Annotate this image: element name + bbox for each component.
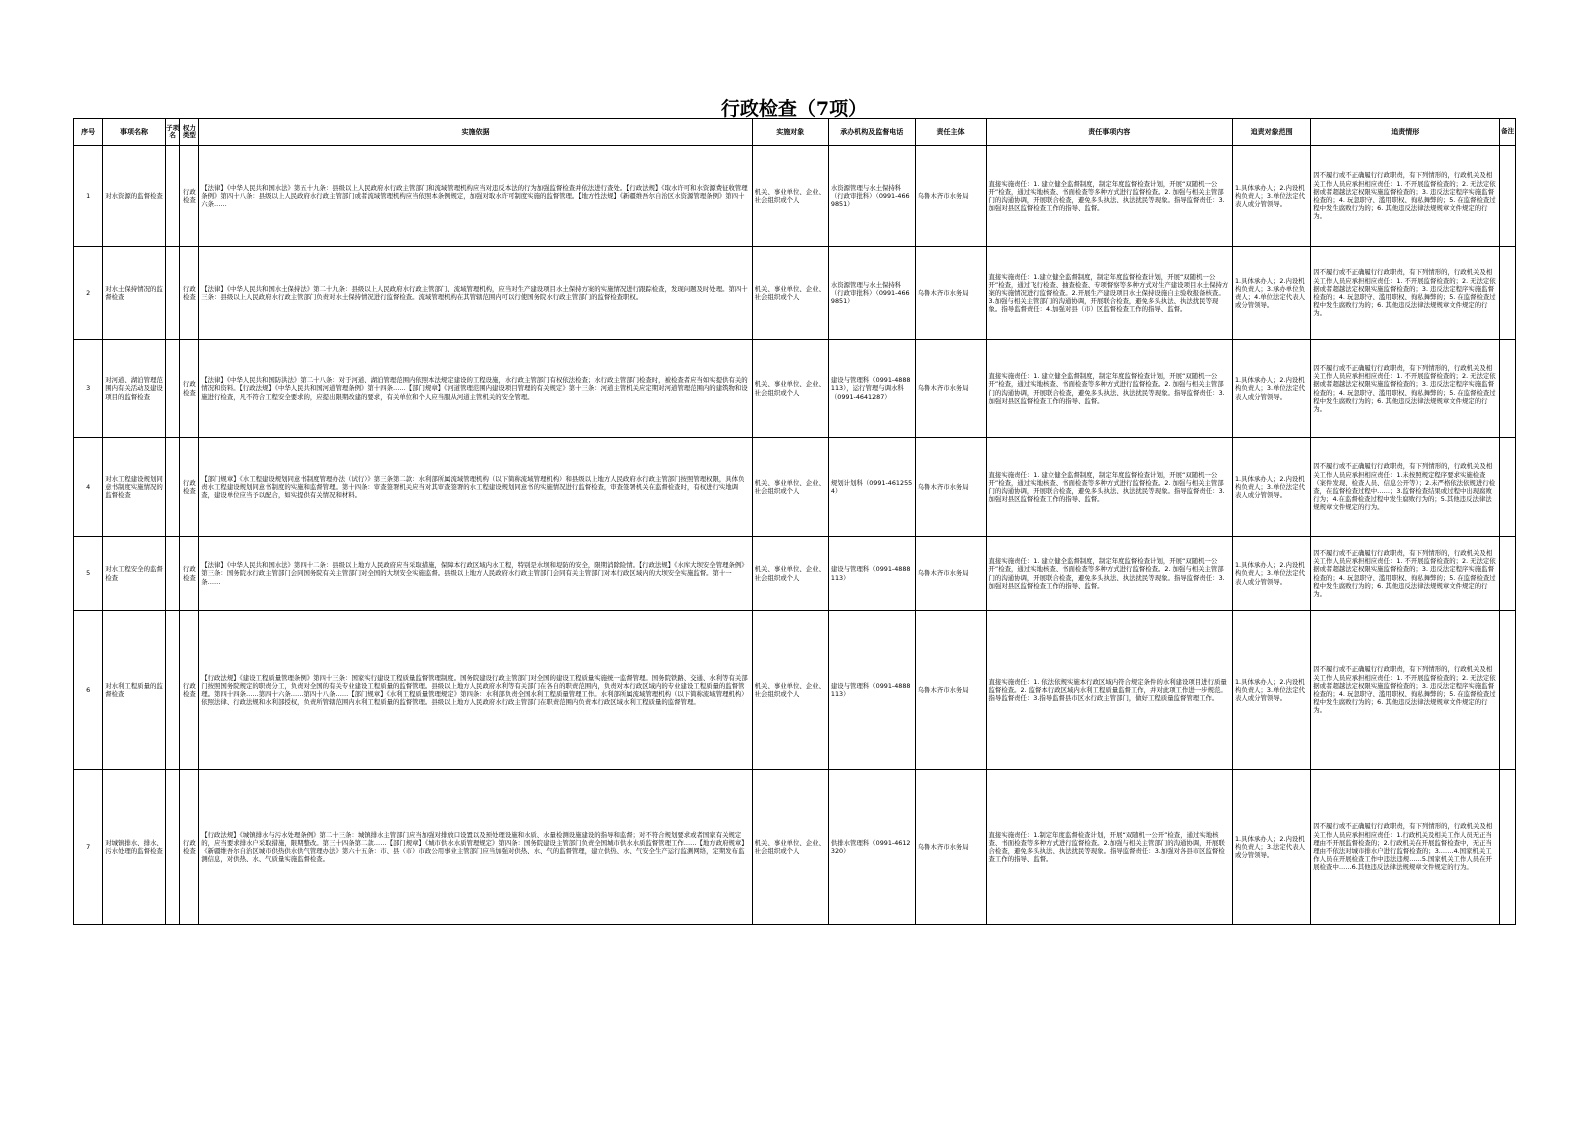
cell-scope: 1.具体承办人；2.内设机构负责人；3.单位法定代表人或分管领导。 <box>1232 537 1310 611</box>
cell-scope: 1.具体承办人；2.内设机构负责人；3.单位法定代表人或分管领导。 <box>1232 340 1310 438</box>
cell-seq: 2 <box>74 247 103 340</box>
cell-name: 对水土保持情况的监督检查 <box>103 247 166 340</box>
cell-scope: 1.具体承办人；2.内设机构负责人；3.单位法定代表人或分管领导。 <box>1232 438 1310 537</box>
cell-name: 对河道、湖泊管理范围内有关活动及建设项目的监督检查 <box>103 340 166 438</box>
cell-name: 对水资源的监督检查 <box>103 146 166 247</box>
cell-seq: 4 <box>74 438 103 537</box>
header-name: 事项名称 <box>103 119 166 146</box>
cell-note <box>1500 770 1516 925</box>
cell-note <box>1500 611 1516 770</box>
cell-note <box>1500 247 1516 340</box>
table-header-row <box>74 119 1516 146</box>
cell-agency: 水资源管理与水土保持科（行政审批科）（0991-4669851） <box>828 247 915 340</box>
cell-subject: 乌鲁木齐市水务局 <box>915 770 986 925</box>
cell-sub <box>165 146 180 247</box>
header-subject: 责任主体 <box>915 119 986 146</box>
cell-duty: 直接实施责任：1.制定年度监督检查计划，开展“双随机一公开”检查，通过实地核查、书面检查等多种方式进行监督检查。2.加强与相关主管部门的沟通协调，开展联合检查，避免多头执法、执法扰民等现象。指导监督责任：3.加强对各县市区监督检查工作的指导、监督。 <box>986 770 1232 925</box>
cell-situation: 因不履行或不正确履行行政职责，有下列情形的，行政机关及相关工作人员应承担相应责任：1. 不开展监督检查的；2. 无法定依据或者超越法定权限实施监督检查的；3. 违反法定程序实施监督检查的；4. 玩忽职守、滥用职权、徇私舞弊的；5. 在监督检查过程中发生腐败行为的；6. 其他违反法律法规规章文件规定的行为。 <box>1311 611 1500 770</box>
cell-target: 机关、事业单位、企业、社会组织或个人 <box>752 340 828 438</box>
cell-basis: 【行政法规】《城镇排水与污水处理条例》第二十三条：城镇排水主管部门应当加强对排放口设置以及预处理设施和水质、水量检测设施建设的指导和监督；对不符合规划要求或者国家有关规定的，应当要求排水户采取措施，限期整改。第三十四条第二款……【部门规章】《城市供水水质管理规定》第四条：国务院建设主管部门负责全国城市供水水质监督管理工作……【地方政府规章】《新疆维吾尔自治区城市供热供水供气管理办法》第六十五条：市、县（市）市政公用事业主管部门应当加强对供热、水、气的监督管理，建立供热、水、气安全生产运行监测网络，定期发布监测信息，对供热、水、气质量实施监督检查。 <box>199 770 752 925</box>
cell-scope: 1.具体承办人；2.内设机构负责人；3.单位法定代表人或分管领导。 <box>1232 146 1310 247</box>
header-note: 备注 <box>1500 119 1516 146</box>
cell-agency: 规划计划科（0991-4612554） <box>828 438 915 537</box>
cell-seq: 6 <box>74 611 103 770</box>
cell-basis: 【行政法规】《建设工程质量管理条例》第四十三条：国家实行建设工程质量监督管理制度。国务院建设行政主管部门对全国的建设工程质量实施统一监督管理。国务院铁路、交通、水利等有关部门按照国务院规定的职责分工，负责对全国的有关专业建设工程质量的监督管理。县级以上地方人民政府水利等有关部门在各自的职责范围内，负责对本行政区域内的专业建设工程质量的监督管理。第四十四条……第四十六条……第四十八条……【部门规章】《水利工程质量管理规定》第四条：水利部负责全国水利工程质量管理工作。水利部所属流域管理机构（以下简称流域管理机构）依照法律、行政法规和水利部授权，负责所管辖范围内水利工程质量的监督管理。县级以上地方人民政府水行政主管部门在职责范围内负责本行政区域水利工程质量的监督管理。 <box>199 611 752 770</box>
cell-subject: 乌鲁木齐市水务局 <box>915 146 986 247</box>
cell-note <box>1500 537 1516 611</box>
table-row <box>74 770 1516 925</box>
cell-subject: 乌鲁木齐市水务局 <box>915 611 986 770</box>
cell-sub <box>165 438 180 537</box>
cell-sub <box>165 340 180 438</box>
cell-subject: 乌鲁木齐市水务局 <box>915 537 986 611</box>
cell-type: 行政检查 <box>180 537 199 611</box>
cell-type: 行政检查 <box>180 438 199 537</box>
header-target: 实施对象 <box>752 119 828 146</box>
cell-note <box>1500 340 1516 438</box>
cell-basis: 【部门规章】《水工程建设规划同意书制度管理办法（试行）》第三条第二款：水利部所属流域管理机构（以下简称流域管理机构）和县级以上地方人民政府水行政主管部门按照管理权限，具体负责水工程建设规划同意书制度的实施和监督管理。第十四条：审查签署机关应当对其审查签署的水工程建设规划同意书的实施情况进行监督检查，审查签署机关在监督检查时，有权进行实地调查，建设单位应当予以配合，如实提供有关情况和材料。 <box>199 438 752 537</box>
cell-type: 行政检查 <box>180 247 199 340</box>
cell-seq: 7 <box>74 770 103 925</box>
cell-situation: 因不履行或不正确履行行政职责，有下列情形的，行政机关及相关工作人员应承担相应责任：1.行政机关及相关工作人员无正当理由不开展监督检查的；2.行政机关在开展监督检查中，无正当理由不依法对城市排水户进行监督检查的；3.……4.国家机关工作人员在开展检查工作中违法违规……5.国家机关工作人员在开展检查中……6.其他违反法律法规规章文件规定的行为。 <box>1311 770 1500 925</box>
inspection-table <box>73 118 1516 925</box>
cell-scope: 1.具体承办人；2.内设机构负责人；3.法定代表人或分管领导。 <box>1232 770 1310 925</box>
cell-situation: 因不履行或不正确履行行政职责，有下列情形的，行政机关及相关工作人员应承担相应责任：1. 不开展监督检查的；2. 无法定依据或者超越法定权限实施监督检查的；3. 违反法定程序实施监督检查的；4. 玩忽职守、滥用职权、徇私舞弊的；5. 在监督检查过程中发生腐败行为的；6. 其他违反法律法规规章文件规定的行为。 <box>1311 537 1500 611</box>
cell-agency: 建设与管理科（0991-4888113），运行管理与调水科（0991-4641287） <box>828 340 915 438</box>
cell-situation: 因不履行或不正确履行行政职责，有下列情形的，行政机关及相关工作人员应承担相应责任：1. 不开展监督检查的；2. 无法定依据或者超越法定权限实施监督检查的；3. 违反法定程序实施监督检查的；4. 玩忽职守、滥用职权、徇私舞弊的；5. 在监督检查过程中发生腐败行为的；6. 其他违反法律法规规章文件规定的行为。 <box>1311 146 1500 247</box>
cell-name: 对水工程安全的监督检查 <box>103 537 166 611</box>
cell-subject: 乌鲁木齐市水务局 <box>915 247 986 340</box>
header-situation: 追责情形 <box>1311 119 1500 146</box>
cell-basis: 【法律】《中华人民共和国防洪法》第二十八条：对于河道、湖泊管理范围内依照本法规定建设的工程设施，水行政主管部门有权依法检查；水行政主管部门检查时，被检查者应当如实提供有关的情况和资料。【行政法规】《中华人民共和国河道管理条例》第十四条……【部门规章】《河道管理范围内建设项目管理的有关规定》第十三条：河道主管机关应定期对河道管理范围内的建筑物和设施进行检查，凡不符合工程安全要求的，应提出限期改建的要求，有关单位和个人应当服从河道主管机关的安全管理。 <box>199 340 752 438</box>
header-seq: 序号 <box>74 119 103 146</box>
cell-situation: 因不履行或不正确履行行政职责，有下列情形的，行政机关及相关工作人员应承担相应责任：1. 不开展监督检查的；2. 无法定依据或者超越法定权限实施监督检查的；3. 违反法定程序实施监督检查的；4. 玩忽职守、滥用职权、徇私舞弊的；5. 在监督检查过程中发生腐败行为的；6. 其他违反法律法规规章文件规定的行为。 <box>1311 247 1500 340</box>
cell-target: 机关、事业单位、企业、社会组织或个人 <box>752 146 828 247</box>
table-row <box>74 611 1516 770</box>
cell-basis: 【法律】《中华人民共和国水法》第五十九条：县级以上人民政府水行政主管部门和流域管理机构应当对违反本法的行为加强监督检查并依法进行查处。【行政法规】《取水许可和水资源费征收管理条例》第四十八条：县级以上人民政府水行政主管部门或者流域管理机构应当依照本条例规定，加强对取水许可制度实施的监督管理。【地方性法规】《新疆维吾尔自治区水资源管理条例》第四十六条…… <box>199 146 752 247</box>
cell-basis: 【法律】《中华人民共和国水土保持法》第二十九条：县级以上人民政府水行政主管部门、流域管理机构，应当对生产建设项目水土保持方案的实施情况进行跟踪检查，发现问题及时处理。第四十三条：县级以上人民政府水行政主管部门负责对水土保持情况进行监督检查。流域管理机构在其管辖范围内可以行使国务院水行政主管部门的监督检查职权。 <box>199 247 752 340</box>
table-row <box>74 247 1516 340</box>
cell-situation: 因不履行或不正确履行行政职责，有下列情形的，行政机关及相关工作人员应承担相应责任：1. 不开展监督检查的；2. 无法定依据或者超越法定权限实施监督检查的；3. 违反法定程序实施监督检查的；4. 玩忽职守、滥用职权、徇私舞弊的；5. 在监督检查过程中发生腐败行为的；6. 其他违反法律法规规章文件规定的行为。 <box>1311 340 1500 438</box>
header-scope: 追责对象范围 <box>1232 119 1310 146</box>
cell-seq: 1 <box>74 146 103 247</box>
cell-note <box>1500 438 1516 537</box>
cell-seq: 3 <box>74 340 103 438</box>
cell-duty: 直接实施责任：1. 建立健全监督制度，制定年度监督检查计划，开展“双随机一公开”检查，通过实地核查、书面检查等多种方式进行监督检查。2. 加强与相关主管部门的沟通协调，开展联合检查，避免多头执法、执法扰民等现象。指导监督责任：3. 加强对县区监督检查工作的指导、监督。 <box>986 537 1232 611</box>
cell-target: 机关、事业单位、企业、社会组织或个人 <box>752 438 828 537</box>
cell-type: 行政检查 <box>180 770 199 925</box>
cell-sub <box>165 537 180 611</box>
cell-duty: 直接实施责任：1.建立健全监督制度，制定年度监督检查计划，开展“双随机一公开”检查，通过飞行检查、抽查检查、专项督察等多种方式对生产建设项目水土保持方案的实施情况进行监督检查。2.开展生产建设项目水土保持设施自主验收报备核查。3.加强与相关主管部门的沟通协调，开展联合检查，避免多头执法、执法扰民等现象。指导监督责任：4.加强对县（市）区监督检查工作的指导、监督。 <box>986 247 1232 340</box>
cell-target: 机关、事业单位、企业、社会组织或个人 <box>752 247 828 340</box>
cell-subject: 乌鲁木齐市水务局 <box>915 438 986 537</box>
cell-situation: 因不履行或不正确履行行政职责，有下列情形的，行政机关及相关工作人员应承担相应责任：1.未按照规定程序要求实施检查（案件发现、检查人员、信息公开等）；2.未严格依法依规进行检查，在监督检查过程中……；3.监督检查结果或过程中出现腐败行为；4.在监督检查过程中发生腐败行为的；5.其他违反法律法规规章文件规定的行为。 <box>1311 438 1500 537</box>
cell-agency: 建设与管理科（0991-4888113） <box>828 537 915 611</box>
cell-name: 对水工程建设规划同意书制度实施情况的监督检查 <box>103 438 166 537</box>
header-basis: 实施依据 <box>199 119 752 146</box>
cell-name: 对城镇排水、排水、污水处理的监督检查 <box>103 770 166 925</box>
table-row <box>74 146 1516 247</box>
cell-sub <box>165 247 180 340</box>
cell-basis: 【法律】《中华人民共和国水法》第四十二条：县级以上地方人民政府应当采取措施，保障本行政区域内水工程，特别是水坝和堤防的安全，限期消除险情。【行政法规】《水库大坝安全管理条例》第三条：国务院水行政主管部门会同国务院有关主管部门对全国的大坝安全实施监督。县级以上地方人民政府水行政主管部门会同有关主管部门对本行政区域内的大坝安全实施监督。第十一条…… <box>199 537 752 611</box>
cell-agency: 水资源管理与水土保持科（行政审批科）（0991-4669851） <box>828 146 915 247</box>
header-agency: 承办机构及监督电话 <box>828 119 915 146</box>
table-row <box>74 438 1516 537</box>
cell-target: 机关、事业单位、企业、社会组织或个人 <box>752 611 828 770</box>
cell-target: 机关、事业单位、企业、社会组织或个人 <box>752 537 828 611</box>
table-row <box>74 537 1516 611</box>
header-sub: 子项名 <box>165 119 180 146</box>
cell-scope: 1.具体承办人；2.内设机构负责人；3.单位法定代表人或分管领导。 <box>1232 611 1310 770</box>
table-row <box>74 340 1516 438</box>
cell-duty: 直接实施责任：1. 建立健全监督制度，制定年度监督检查计划，开展“双随机一公开”检查，通过实地核查、书面检查等多种方式进行监督检查。2. 加强与相关主管部门的沟通协调，开展联合检查，避免多头执法、执法扰民等现象。指导监督责任：3. 加强对县区监督检查工作的指导、监督。 <box>986 438 1232 537</box>
cell-note <box>1500 146 1516 247</box>
cell-duty: 直接实施责任：1. 依法依规实施本行政区域内符合规定条件的水利建设项目进行质量监督检查。2. 监督本行政区域内水利工程质量监督工作，并对此项工作进一步规范。指导监督责任：3.指导监督县市区水行政主管部门，做好工程质量监督管理工作。 <box>986 611 1232 770</box>
cell-type: 行政检查 <box>180 340 199 438</box>
cell-name: 对水利工程质量的监督检查 <box>103 611 166 770</box>
cell-seq: 5 <box>74 537 103 611</box>
cell-subject: 乌鲁木齐市水务局 <box>915 340 986 438</box>
header-type: 权力类型 <box>180 119 199 146</box>
page-title: 行政检查（7项） <box>720 98 868 120</box>
cell-duty: 直接实施责任：1. 建立健全监督制度，制定年度监督检查计划，开展“双随机一公开”检查，通过实地核查、书面检查等多种方式进行监督检查。2. 加强与相关主管部门的沟通协调，开展联合检查，避免多头执法、执法扰民等现象。指导监督责任：3. 加强对县区监督检查工作的指导、监督。 <box>986 340 1232 438</box>
cell-sub <box>165 611 180 770</box>
cell-type: 行政检查 <box>180 146 199 247</box>
cell-type: 行政检查 <box>180 611 199 770</box>
header-duty: 责任事项内容 <box>986 119 1232 146</box>
cell-agency: 供排水管理科（0991-4612320） <box>828 770 915 925</box>
cell-agency: 建设与管理科（0991-4888113） <box>828 611 915 770</box>
cell-sub <box>165 770 180 925</box>
cell-scope: 1.具体承办人；2.内设机构负责人；3.承办单位负责人；4.单位法定代表人或分管领导。 <box>1232 247 1310 340</box>
cell-duty: 直接实施责任：1. 建立健全监督制度，制定年度监督检查计划，开展“双随机一公开”检查，通过实地核查、书面检查等多种方式进行监督检查。2. 加强与相关主管部门的沟通协调，开展联合检查，避免多头执法、执法扰民等现象。指导监督责任：3. 加强对县区监督检查工作的指导、监督。 <box>986 146 1232 247</box>
cell-target: 机关、事业单位、企业、社会组织或个人 <box>752 770 828 925</box>
